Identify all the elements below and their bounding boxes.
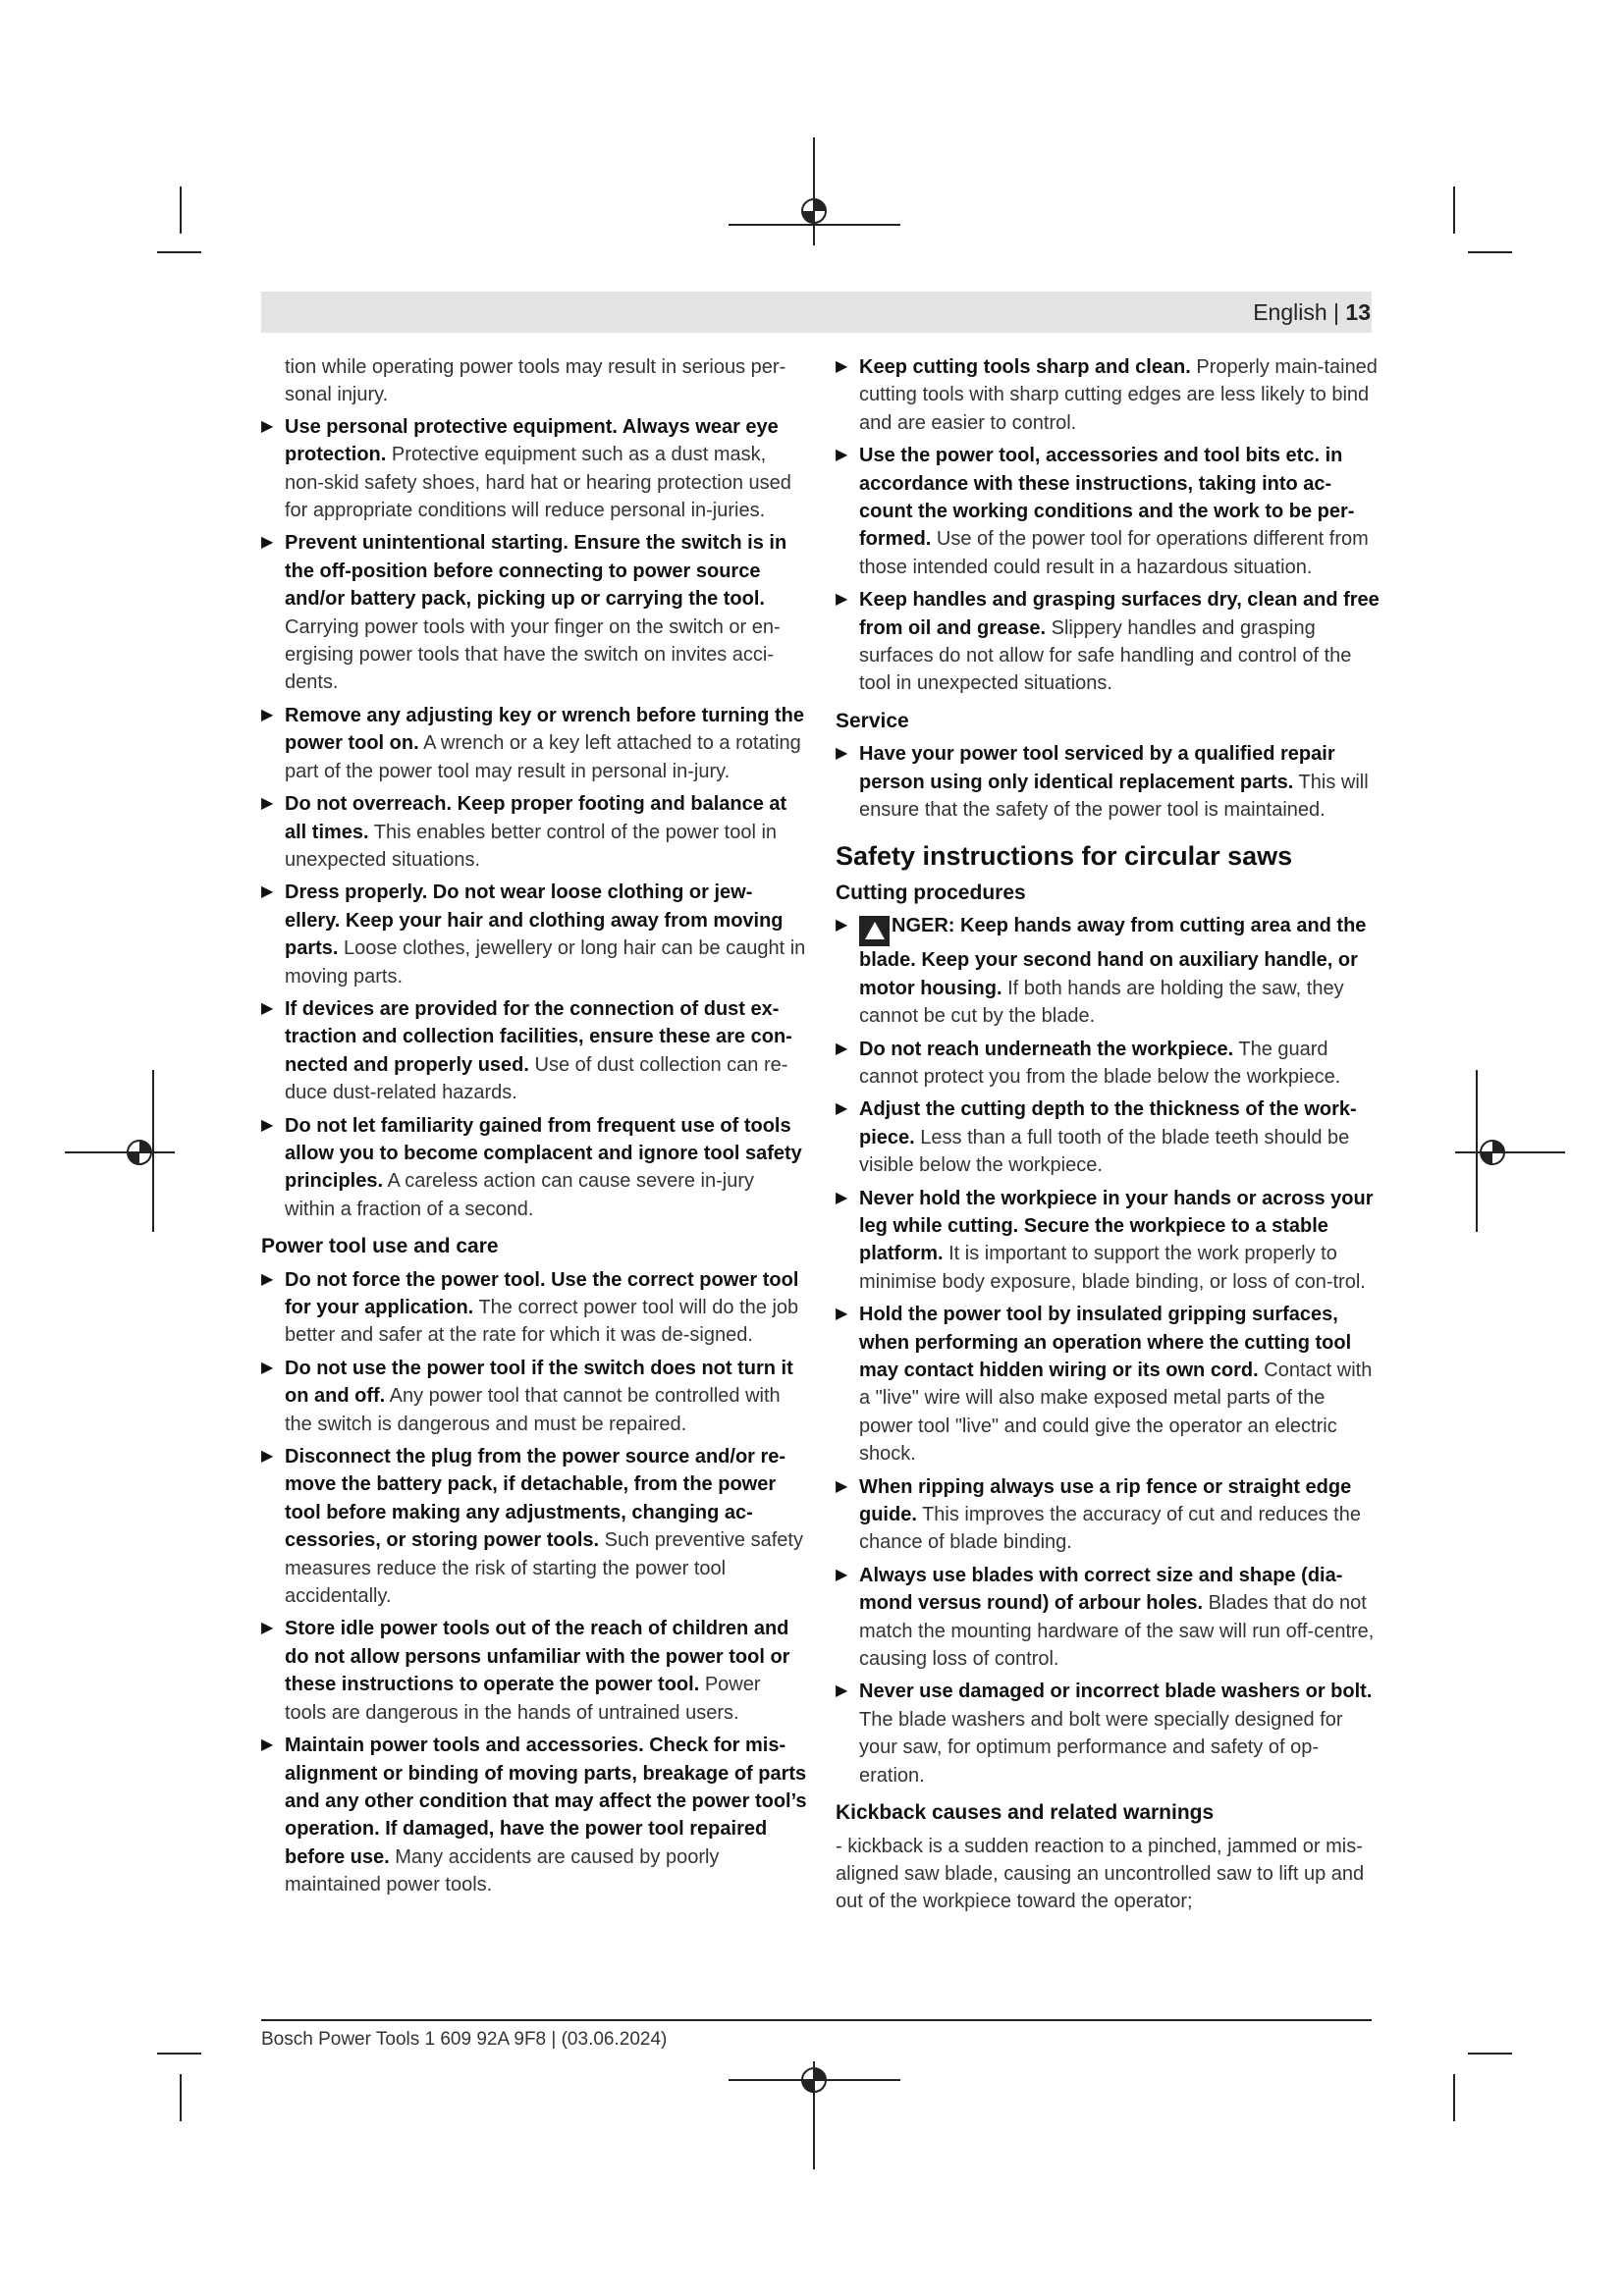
page-header (1253, 299, 1371, 326)
list-item-bold: If devices are provided for the connection of dust ex-traction and collection facilities, ensure these are con-nected and properly used. (285, 997, 792, 1076)
bullet-arrow-icon: ▶ (836, 1189, 848, 1206)
bullet-arrow-icon: ▶ (836, 447, 848, 464)
bullet-arrow-icon: ▶ (261, 706, 274, 723)
list-item-text: Use of the power tool for operations different from those intended could result in a hazardous situation. (859, 528, 1369, 578)
crop-mark (180, 2074, 182, 2121)
crop-mark (1453, 2074, 1455, 2121)
list-item (836, 1562, 1381, 1674)
list-item-bold: Keep handles and grasping surfaces dry, clean and free from oil and grease. (859, 589, 1380, 639)
footer-rule (261, 2019, 1372, 2021)
list-item (261, 413, 807, 525)
bullet-arrow-icon: ▶ (261, 1736, 274, 1754)
subheading-power-tool-use: Power tool use and care (261, 1235, 499, 1258)
list-item-text: A careless action can cause severe in-jury within a fraction of a second. (285, 1170, 754, 1220)
list-item-bold: Do not force the power tool. Use the correct power tool for your application. (285, 1268, 799, 1318)
subheading-service: Service (836, 709, 909, 732)
list-item-text: A wrench or a key left attached to a rotating part of the power tool may result in personal in-jury. (285, 732, 801, 782)
list-item-bold: Dress properly. Do not wear loose clothing or jew-ellery. Keep your hair and clothing away from moving parts. (285, 881, 784, 960)
list-item (261, 879, 807, 990)
list-item (261, 1443, 807, 1610)
crop-mark (1468, 2053, 1512, 2055)
right-list-service (836, 740, 1381, 824)
danger-item (836, 912, 1381, 1030)
list-item (836, 1473, 1381, 1557)
right-list-tool-care (836, 353, 1381, 698)
list-item-bold: Always use blades with correct size and shape (dia-mond versus round) of arbour holes. (859, 1564, 1343, 1615)
registration-line (1455, 1151, 1565, 1153)
list-item-text: This enables better control of the power tool in unexpected situations. (285, 821, 778, 871)
list-item-bold: Adjust the cutting depth to the thickness of the work-piece. (859, 1098, 1357, 1148)
list-item (261, 1112, 807, 1224)
list-item (261, 995, 807, 1107)
subheading-cutting-procedures: Cutting procedures (836, 881, 1026, 904)
page-number: 13 (1345, 299, 1371, 325)
page-header-band (261, 292, 1372, 333)
list-item-text: The blade washers and bolt were specially designed for your saw, for optimum performance and safety of op-eration. (859, 1708, 1343, 1787)
list-item-text: Loose clothes, jewellery or long hair can be caught in moving parts. (285, 937, 806, 988)
bullet-arrow-icon: ▶ (836, 358, 848, 375)
bullet-arrow-icon: ▶ (836, 1566, 848, 1583)
list-item (261, 1732, 807, 1898)
list-item-bold: Prevent unintentional starting. Ensure the switch is in the off-position before connecting to power source and/or battery pack, picking up or carrying the tool. (285, 532, 787, 611)
danger-item-bold: NGER: Keep hands away from cutting area and the blade. Keep your second hand on auxiliary handle, or motor housing. (859, 915, 1367, 999)
bullet-arrow-icon: ▶ (261, 1270, 274, 1288)
list-item-text: Such preventive safety measures reduce the risk of starting the power tool accidentally. (285, 1529, 803, 1608)
bullet-arrow-icon: ▶ (836, 745, 848, 763)
list-item (836, 1095, 1381, 1179)
crop-mark (1453, 187, 1455, 234)
right-column (836, 353, 1381, 1920)
registration-target-icon (125, 1138, 154, 1167)
list-item (261, 1266, 807, 1350)
registration-target-icon (799, 196, 829, 226)
list-item-bold: Never hold the workpiece in your hands or across your leg while cutting. Secure the workpiece to a stable platform. (859, 1187, 1374, 1265)
header-separator: | (1333, 299, 1340, 325)
page-footer: Bosch Power Tools 1 609 92A 9F8 | (03.06.2024) (261, 2029, 668, 2050)
list-item (261, 1355, 807, 1438)
bullet-arrow-icon: ▶ (836, 917, 848, 934)
list-item (836, 586, 1381, 698)
list-item-text: Blades that do not match the mounting hardware of the saw will run off-centre, causing loss of control. (859, 1592, 1375, 1671)
list-item-bold: Disconnect the plug from the power source and/or re-move the battery pack, if detachable, from the power tool before making any adjustments, changing ac-cessories, or storing power tools. (285, 1446, 786, 1552)
left-list-power-tool-use (261, 1266, 807, 1899)
bullet-arrow-icon: ▶ (261, 883, 274, 901)
bullet-arrow-icon: ▶ (836, 591, 848, 609)
list-item (261, 1615, 807, 1727)
list-item-bold: Maintain power tools and accessories. Check for mis-alignment or binding of moving parts, breakage of parts and any other condition that may affect the power tool’s operation. If damaged, have the power tool repaired before use. (285, 1735, 807, 1868)
bullet-arrow-icon: ▶ (836, 1682, 848, 1700)
bullet-arrow-icon: ▶ (836, 1040, 848, 1057)
registration-line (813, 137, 815, 245)
bullet-arrow-icon: ▶ (261, 999, 274, 1017)
list-item-text: Any power tool that cannot be controlled with the switch is dangerous and must be repaired. (285, 1385, 781, 1435)
list-item-text: Contact with a "live" wire will also make exposed metal parts of the power tool "live" and could give the operator an electric shock. (859, 1360, 1373, 1466)
registration-target-icon (1478, 1138, 1507, 1167)
list-item-text: Protective equipment such as a dust mask, non-skid safety shoes, hard hat or hearing protection used for appropriate conditions will reduce personal in-juries. (285, 444, 791, 522)
header-language: English (1253, 299, 1327, 325)
list-item (836, 1185, 1381, 1297)
list-item-bold: Store idle power tools out of the reach of children and do not allow persons unfamiliar with the power tool or these instructions to operate the power tool. (285, 1618, 790, 1696)
list-item-text: It is important to support the work properly to minimise body exposure, blade binding, or loss of con-trol. (859, 1243, 1366, 1293)
bullet-arrow-icon: ▶ (261, 795, 274, 813)
list-item (261, 702, 807, 785)
crop-mark (1468, 251, 1512, 253)
list-item (836, 353, 1381, 437)
bullet-arrow-icon: ▶ (836, 1306, 848, 1323)
list-item-text: Power tools are dangerous in the hands of untrained users. (285, 1674, 761, 1724)
bullet-arrow-icon: ▶ (261, 417, 274, 435)
bullet-arrow-icon: ▶ (261, 1116, 274, 1134)
list-item (836, 1301, 1381, 1468)
list-item (836, 1678, 1381, 1789)
list-item (836, 740, 1381, 824)
bullet-arrow-icon: ▶ (261, 534, 274, 552)
list-item-bold: Never use damaged or incorrect blade washers or bolt. (859, 1681, 1373, 1703)
list-item-bold: Keep cutting tools sharp and clean. (859, 356, 1191, 378)
list-item-bold: Remove any adjusting key or wrench before turning the power tool on. (285, 704, 804, 755)
crop-mark (157, 2053, 201, 2055)
bullet-arrow-icon: ▶ (836, 1100, 848, 1118)
left-column (261, 353, 807, 1904)
list-item-text: The correct power tool will do the job better and safer at the rate for which it was de-signed. (285, 1297, 799, 1347)
list-item-bold: Do not overreach. Keep proper footing and balance at all times. (285, 793, 787, 843)
list-item (836, 1036, 1381, 1092)
intro-text: tion while operating power tools may result in serious per-sonal injury. (285, 356, 786, 406)
warning-triangle-icon (859, 916, 890, 946)
list-item-bold: Use the power tool, accessories and tool bits etc. in accordance with these instructions, taking into ac-count the working conditions and the work to be per-formed. (859, 445, 1355, 551)
subheading-kickback: Kickback causes and related warnings (836, 1801, 1215, 1825)
list-item-bold: Do not let familiarity gained from frequent use of tools allow you to become complacent and ignore tool safety principles. (285, 1114, 802, 1193)
right-list-cutting (836, 1036, 1381, 1790)
left-list-personal-safety (261, 413, 807, 1223)
list-item-text: This will ensure that the safety of the power tool is maintained. (859, 771, 1369, 822)
list-item-text: Carrying power tools with your finger on the switch or en-ergising power tools that have the switch on invites acci-dents. (285, 615, 781, 694)
list-item-text: This improves the accuracy of cut and reduces the chance of blade binding. (859, 1504, 1361, 1554)
list-item-bold: Do not reach underneath the workpiece. (859, 1038, 1234, 1060)
list-item-text: Properly main-tained cutting tools with sharp cutting edges are less likely to bind and are easier to control. (859, 356, 1378, 434)
list-item-text: Use of dust collection can re-duce dust-related hazards. (285, 1053, 788, 1104)
list-item-text: Many accidents are caused by poorly maintained power tools. (285, 1845, 720, 1896)
list-item-bold: Have your power tool serviced by a qualified repair person using only identical replacement parts. (859, 743, 1335, 793)
list-item (261, 790, 807, 874)
list-item-bold: Hold the power tool by insulated gripping surfaces, when performing an operation where the cutting tool may contact hidden wiring or its own cord. (859, 1304, 1352, 1381)
registration-target-icon (799, 2065, 829, 2095)
list-item (261, 529, 807, 696)
list-item-bold: Do not use the power tool if the switch does not turn it on and off. (285, 1357, 793, 1408)
section-heading-circular-saws: Safety instructions for circular saws (836, 840, 1293, 871)
list-item-bold: When ripping always use a rip fence or straight edge guide. (859, 1475, 1352, 1526)
kickback-text: - kickback is a sudden reaction to a pinched, jammed or mis-aligned saw blade, causing an uncontrolled saw to lift up and out of the workpiece toward the operator; (836, 1835, 1365, 1913)
list-item-text: Less than a full tooth of the blade teeth should be visible below the workpiece. (859, 1126, 1350, 1177)
bullet-arrow-icon: ▶ (261, 1359, 274, 1376)
crop-mark (180, 187, 182, 234)
bullet-arrow-icon: ▶ (261, 1448, 274, 1466)
list-item-text: The guard cannot protect you from the blade below the workpiece. (859, 1038, 1341, 1088)
bullet-arrow-icon: ▶ (836, 1477, 848, 1495)
list-item-bold: Use personal protective equipment. Always wear eye protection. (285, 415, 779, 466)
list-item (836, 442, 1381, 581)
crop-mark (157, 251, 201, 253)
list-item-text: Slippery handles and grasping surfaces do not allow for safe handling and control of the tool in unexpected situations. (859, 616, 1352, 695)
registration-line (65, 1151, 175, 1153)
bullet-arrow-icon: ▶ (261, 1620, 274, 1637)
danger-item-text: If both hands are holding the saw, they cannot be cut by the blade. (859, 977, 1344, 1028)
